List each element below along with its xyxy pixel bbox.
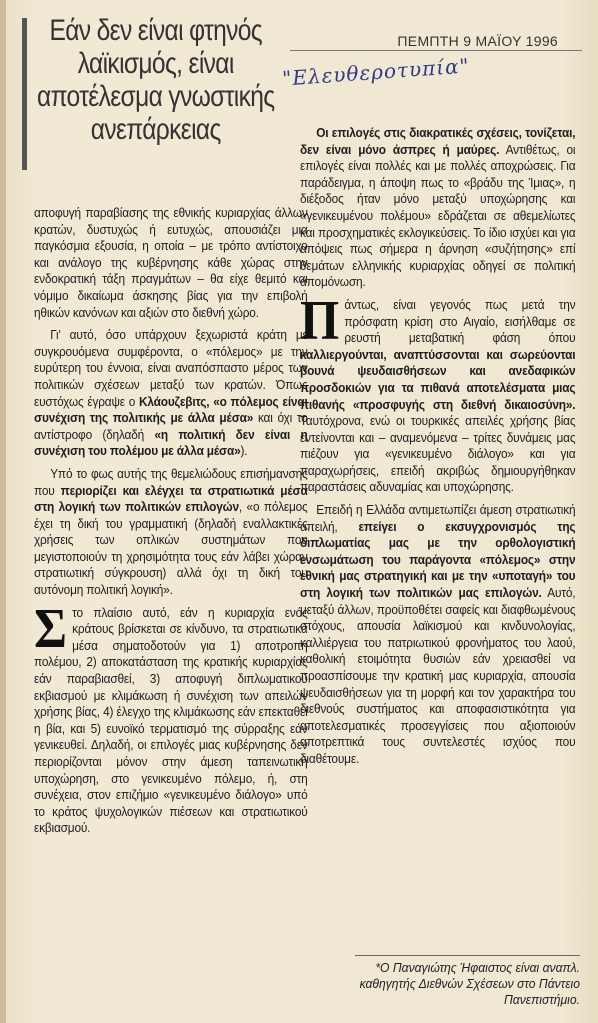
right-column xyxy=(300,125,575,774)
left-column xyxy=(34,205,308,843)
footnote-rule xyxy=(355,955,580,956)
scan-edge xyxy=(0,0,6,1023)
drop-cap: Π xyxy=(300,289,340,352)
right-paragraph-2: Πάντως, είναι γεγονός πως μετά την πρόσφατη κρίση στο Αιγαίο, εισήλθαμε σε ρευστή μεταβατική φάση όπου καλλιεργούνται, αναπτύσσονται και σωρεύονται βουνά ψευδαισθήσεων και ανεδαφικών προσδοκιών για τα πιθανά αποτελέσματα μιας πιθανής «προσφυγής στη διεθνή δικαιοσύνη». Ταυτόχρονα, ενώ οι τουρκικές απειλές χρήσης βίας εντείνονται και – αναμενόμενα – τρίτες δυνάμεις μας πιέζουν για «γενικευμένο διάλογο» και για παραχωρήσεις, επειδή ακριβώς δημιουργήθηκαν παραστάσεις αδυναμίας και υποχώρησης. xyxy=(300,289,576,495)
dateline-rule xyxy=(290,50,582,51)
author-footnote: *Ο Παναγιώτης Ήφαιστος είναι αναπλ. καθηγητής Διεθνών Σχέσεων στο Πάντειο Πανεπιστήμιο. xyxy=(359,960,580,1007)
left-paragraph-2: Γι' αυτό, όσο υπάρχουν ξεχωριστά κράτη με συγκρουόμενα συμφέροντα, ο «πόλεμος» με την ευρύτερη του έννοια, είναι αναπόσπαστο μέρος των πολιτικών σχέσεων μεταξύ των κρατών. Όπως ευστόχως έγραψε ο Κλάουζεβιτς, «ο πόλεμος είναι συνέχιση της πολιτικής με άλλα μέσα» και όχι το αντίστροφο (δηλαδή «η πολιτική δεν είναι η συνέχιση του πολέμου με άλλα μέσα»). xyxy=(34,327,308,459)
right-paragraph-1: Οι επιλογές στις διακρατικές σχέσεις, τονίζεται, δεν είναι μόνο άσπρες ή μαύρες. Αντιθέτως, οι επιλογές είναι πολλές και με πολλές αποχρώσεις. Για παράδειγμα, η άποψη πως το «βράδυ της Ίμιας», η διέξοδος ήταν μόνο μεταξύ υποχώρησης και «γενικευμένου πολέμου» εδράζεται σε αθεμελίωτες και προσχηματικές εκλογικεύσεις. Το ίδιο ισχύει και για απόψεις πως σήμερα η άρνηση «συζήτησης» επί θεμάτων ελληνικής κυριαρχίας οδηγεί σε πολιτική απομόνωση. xyxy=(300,125,576,290)
left-paragraph-3: Υπό το φως αυτής της θεμελιώδους επισήμανσης που περιορίζει και ελέγχει τα στρατιωτικά μέσα στη λογική των πολιτικών επιλογών, «ο πόλεμος έχει τη δική του γραμματική (δηλαδή εναλλακτικές χρήσεις των οπλικών συστημάτων που μεγιστοποιούν τη χρησιμότητα τους εάν λάβει χώραν στρατιωτική σύγκρουση) αλλά όχι τη δική του αυτόνομη πολιτική λογική». xyxy=(34,465,308,598)
headline: Εάν δεν είναι φτηνός λαϊκισμός, είναι αποτέλεσμα γνωστικής ανεπάρκειας xyxy=(36,14,275,146)
headline-rule xyxy=(22,18,27,170)
handwritten-note: "Ελευθεροτυπία" xyxy=(281,53,471,91)
left-paragraph-4: Στο πλαίσιο αυτό, εάν η κυριαρχία ενός κράτους βρίσκεται σε κίνδυνο, τα στρατιωτικά μέσα σηματοδοτούν για 1) αποτροπή πολέμου, 2) αποκατάσταση της κρατικής κυριαρχίας εάν παραβιασθεί, 3) αποφυγή διπλωματικού εκβιασμού με κλιμάκωση ή συνέχιση των απειλών χρήσης βίας, 4) έλεγχο της κλιμάκωσης εάν επεκταθεί η βία, και 5) ευνοϊκό τερματισμό της σύρραξης εάν γενικευθεί. Δηλαδή, οι επιλογές μιας κυβέρνησης δεν περιορίζονται μόνον στην άμεση ταπεινωτική υποχώρηση, στο γενικευμένο πόλεμο, ή, στη συνέχεια, στον επιζήμιο «γενικευμένο διάλογο» υπό το κράτος ψυχολογικών πιέσεων και στρατιωτικού εκβιασμού. xyxy=(34,597,308,836)
dateline: ΠΕΜΠΤΗ 9 ΜΑΪΟΥ 1996 xyxy=(397,33,558,49)
drop-cap: Σ xyxy=(34,597,67,660)
right-paragraph-3: Επειδή η Ελλάδα αντιμετωπίζει άμεση στρατιωτική απειλή, επείγει ο εκσυγχρονισμός της διπλωματίας μας με την ορθολογιστική ενσωμάτωση του παράγοντα «πόλεμος» στην εθνική μας στρατηγική και με την «υποταγή» του στη λογική των πολιτικών μας επιλογών. Αυτό, μεταξύ άλλων, προϋποθέτει σαφείς και διαφθωμένους στόχους, απουσία λαϊκισμού και κινδυνολογίας, καλλιέργεια του πατριωτικού φρονήματος του λαού, καθολική ετοιμότητα θυσιών εάν χρειασθεί να προασπίσουμε την κρατική μας κυριαρχία, απουσία ψευδαισθήσεων για τη μορφή και τον χαρακτήρα του διεθνούς συστήματος και αποφασιστικότητα για αποτελεσματικές προσεγγίσεις που αξιοποιούν αποτρεπτικά τους συντελεστές ισχύος που διαθέτουμε. xyxy=(300,502,576,766)
left-paragraph-1: αποφυγή παραβίασης της εθνικής κυριαρχίας άλλων κρατών, δυστυχώς ή ευτυχώς, απουσιάζει μια παγκόσμια εξουσία, η οποία – με τρόπο αντίστοιχο και ανάλογο της κυβέρνησης κάθε χώρας στην ενδοκρατική τάξη πραγμάτων – θα είχε θεμιτό και νόμιμο δικαίωμα άσκησης βίας για την επιβολή ηθικών κανόνων και αξιών στο διεθνή χώρο. xyxy=(34,205,308,320)
